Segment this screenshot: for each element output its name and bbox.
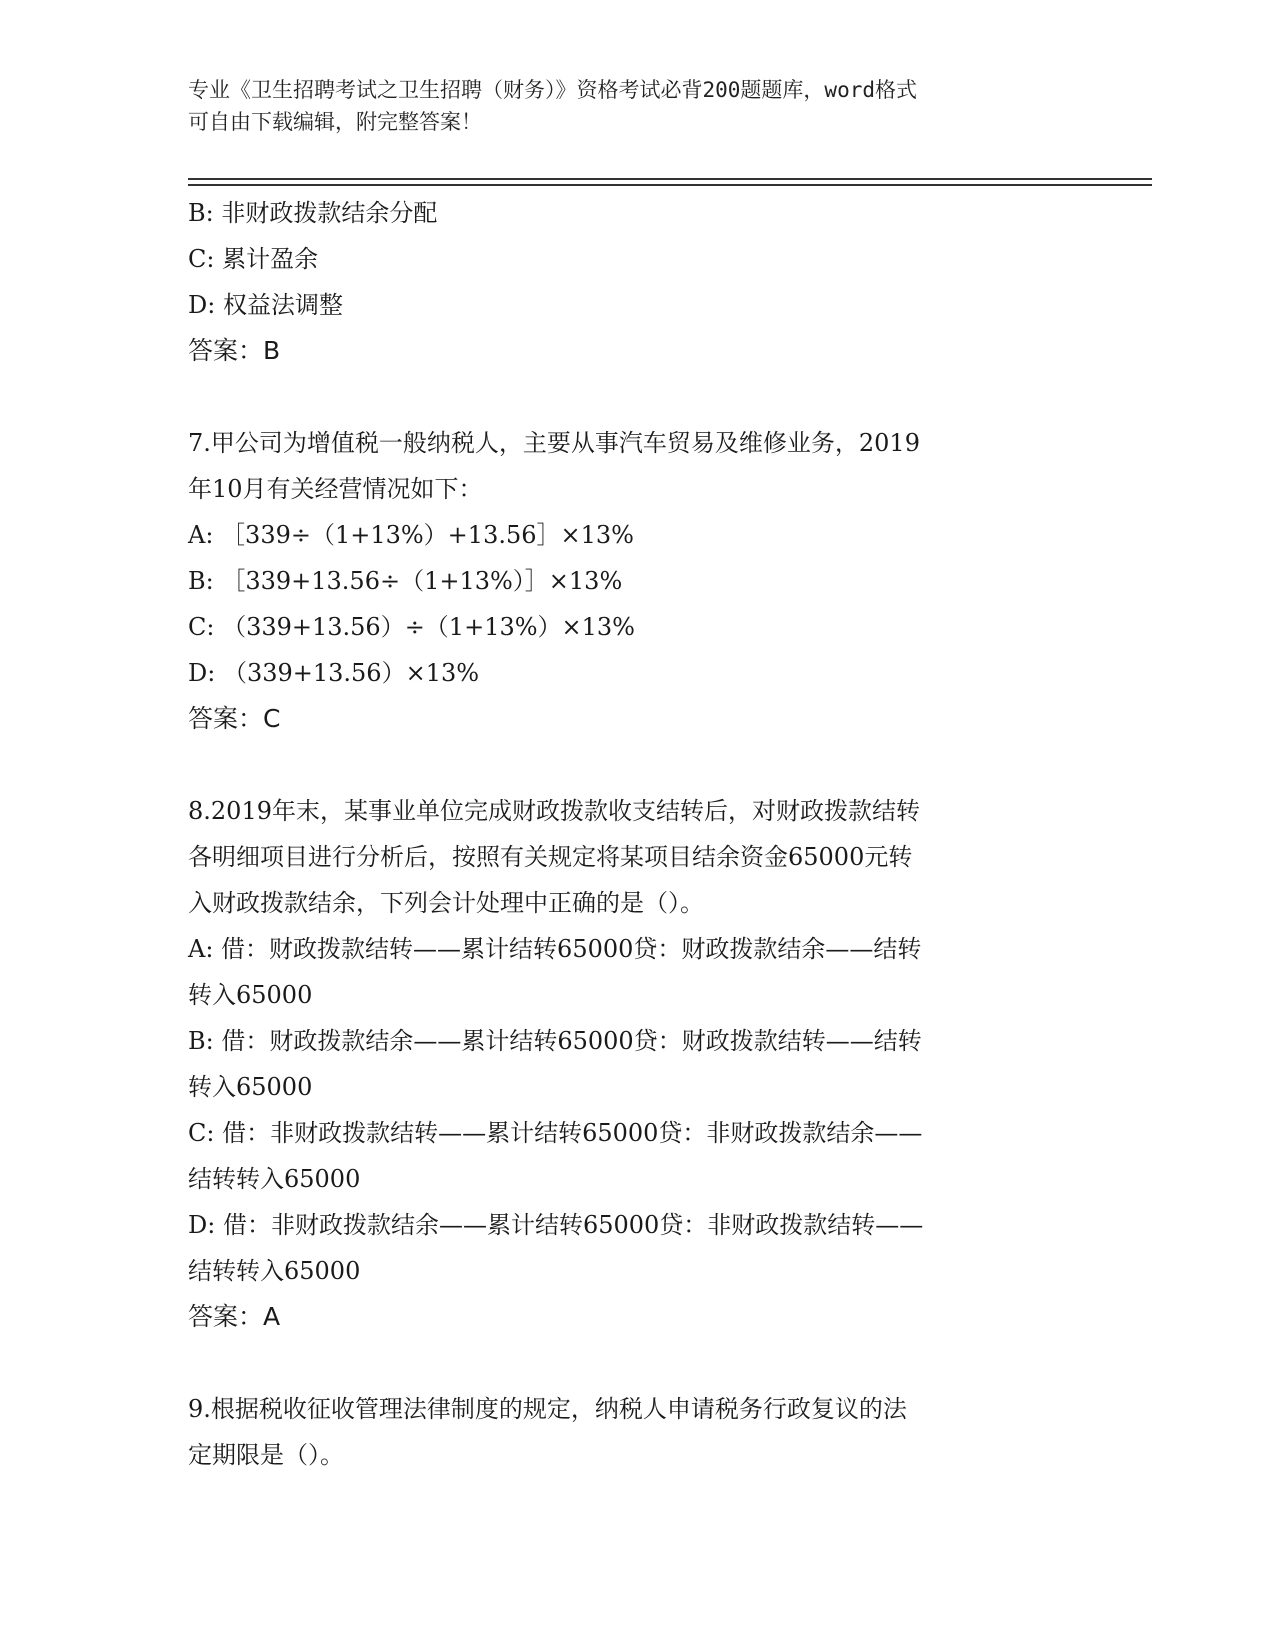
q8-stem-line-3: 入财政拨款结余，下列会计处理中正确的是（）。	[188, 889, 704, 917]
q8-option-c-line-1: C: 借：非财政拨款结转——累计结转65000贷：非财政拨款结余——	[188, 1119, 923, 1147]
q8-option-d-line-2: 结转转入65000	[188, 1257, 361, 1285]
q7-stem-line-2: 年10月有关经营情况如下：	[188, 475, 483, 503]
question-7-block	[188, 420, 1088, 742]
question-9-block	[188, 1386, 1088, 1478]
header-divider-top	[188, 178, 1152, 180]
document-body	[188, 190, 1088, 1478]
spacer	[188, 1340, 1088, 1386]
q6-option-d: D: 权益法调整	[188, 291, 343, 319]
q8-option-b-line-2: 转入65000	[188, 1073, 313, 1101]
q6-option-c: C: 累计盈余	[188, 245, 319, 273]
q7-answer: 答案：C	[188, 704, 281, 733]
q9-stem-line-2: 定期限是（）。	[188, 1441, 344, 1469]
q8-option-a-line-2: 转入65000	[188, 981, 313, 1009]
header-line-2: 可自由下载编辑，附完整答案！	[188, 110, 482, 134]
q7-option-b: B: ［339+13.56÷（1+13%）］×13%	[188, 567, 623, 595]
q6-answer: 答案：B	[188, 336, 281, 365]
question-6-block	[188, 190, 1088, 374]
header-line-1: 专业《卫生招聘考试之卫生招聘（财务）》资格考试必背200题题库，word格式	[188, 78, 917, 102]
q7-option-c: C: （339+13.56）÷（1+13%）×13%	[188, 613, 635, 641]
spacer	[188, 742, 1088, 788]
q7-stem-line-1: 7.甲公司为增值税一般纳税人，主要从事汽车贸易及维修业务，2019	[188, 429, 920, 457]
header-divider-bottom	[188, 184, 1152, 186]
q7-option-d: D: （339+13.56）×13%	[188, 659, 480, 687]
q8-stem-line-2: 各明细项目进行分析后，按照有关规定将某项目结余资金65000元转	[188, 843, 913, 871]
q9-stem-line-1: 9.根据税收征收管理法律制度的规定，纳税人申请税务行政复议的法	[188, 1395, 907, 1423]
q6-option-b: B: 非财政拨款结余分配	[188, 199, 438, 227]
q8-option-b-line-1: B: 借：财政拨款结余——累计结转65000贷：财政拨款结转——结转	[188, 1027, 922, 1055]
spacer	[188, 374, 1088, 420]
question-8-block	[188, 788, 1088, 1340]
document-header	[188, 74, 1068, 138]
q8-option-d-line-1: D: 借：非财政拨款结余——累计结转65000贷：非财政拨款结转——	[188, 1211, 924, 1239]
q7-option-a: A: ［339÷（1+13%）+13.56］×13%	[188, 521, 634, 549]
q8-stem-line-1: 8.2019年末，某事业单位完成财政拨款收支结转后，对财政拨款结转	[188, 797, 920, 825]
q8-option-a-line-1: A: 借：财政拨款结转——累计结转65000贷：财政拨款结余——结转	[188, 935, 922, 963]
q8-option-c-line-2: 结转转入65000	[188, 1165, 361, 1193]
q8-answer: 答案：A	[188, 1302, 281, 1331]
